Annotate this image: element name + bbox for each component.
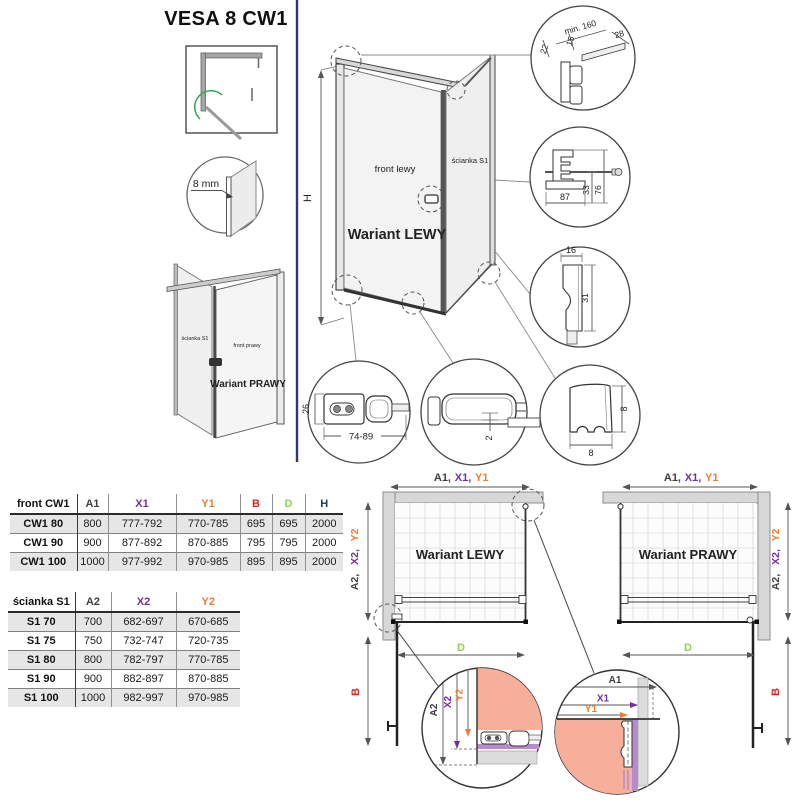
zoom-detail-left (422, 668, 542, 788)
dim-label-x2: X2, (349, 549, 361, 565)
cell: 895 (272, 553, 305, 572)
cell: 795 (240, 534, 272, 553)
leader-line (396, 629, 438, 686)
cell: 982-997 (111, 689, 176, 708)
table-header-row (8, 592, 240, 612)
zoom-dim-y1: Y1 (584, 704, 598, 715)
dim-31: 31 (580, 293, 590, 303)
dim-label-d: D (684, 642, 692, 654)
dim-label-x2: X2, (770, 549, 782, 565)
min-width-dim: min. 160 (563, 17, 598, 37)
cell: 977-992 (108, 553, 176, 572)
row-label: S1 90 (8, 670, 75, 689)
height-dim-label: H (302, 194, 314, 202)
dim-label-a1: A1, (433, 472, 451, 484)
dim-label-x1: X1, (684, 472, 702, 484)
cell: 750 (75, 632, 111, 651)
cell: 1000 (77, 553, 108, 572)
table-row (8, 689, 240, 708)
dim-26: 26 (301, 403, 311, 415)
table-row (8, 651, 240, 670)
door-handle-icon (209, 358, 222, 366)
dim-16: 16 (565, 245, 577, 255)
top-view-icon (186, 46, 277, 139)
dim-label-b: B (770, 688, 782, 696)
cell: 795 (272, 534, 305, 553)
cell: 877-892 (108, 534, 176, 553)
detail-top-bracket (531, 6, 635, 110)
seal-width-dim: 8 (588, 448, 594, 458)
cell: 970-985 (176, 553, 240, 572)
seal-height-dim: 8 (619, 406, 629, 412)
table-row (8, 612, 240, 632)
header-x1: X1 (108, 494, 176, 514)
cell: 700 (75, 612, 111, 632)
zoom-dim-a2: A2 (429, 703, 440, 717)
row-label: S1 100 (8, 689, 75, 708)
door-handle-icon (425, 195, 438, 203)
table-row (8, 632, 240, 651)
table-row (10, 514, 343, 534)
cell: 800 (75, 651, 111, 670)
wall-panel-label: ścianka S1 (451, 156, 489, 165)
header-a1: A1 (77, 494, 108, 514)
cell: 2000 (305, 514, 343, 534)
dim-label-x1: X1, (454, 472, 472, 484)
row-label: CW1 90 (10, 534, 77, 553)
cell: 800 (77, 514, 108, 534)
dim-76: 76 (593, 185, 603, 195)
dim-label-y2: Y2 (349, 528, 361, 542)
header-h: H (305, 494, 343, 514)
dim-22: 22 (537, 43, 551, 56)
row-label: CW1 100 (10, 553, 77, 572)
dim-label-a2: A2, (770, 573, 782, 591)
header-a2: A2 (75, 592, 111, 612)
cell: 695 (272, 514, 305, 534)
table-row (10, 553, 343, 572)
cell: 670-685 (176, 612, 240, 632)
glass-thickness-label: 8 mm (192, 178, 220, 190)
header-y1: Y1 (176, 494, 240, 514)
row-label: S1 80 (8, 651, 75, 670)
cell: 777-792 (108, 514, 176, 534)
table-row (10, 534, 343, 553)
cell: 900 (75, 670, 111, 689)
zoom-detail-right (555, 670, 679, 794)
page-title: VESA 8 CW1 (164, 8, 288, 30)
detail-hinge (421, 359, 540, 465)
cell: 970-985 (176, 689, 240, 708)
detail-wall-bracket (301, 361, 410, 463)
row-label: CW1 80 (10, 514, 77, 534)
glass-thickness-detail (187, 157, 263, 236)
dim-label-d: D (457, 642, 465, 654)
front-panel-label: front lewy (374, 164, 416, 175)
leader-line (534, 520, 594, 673)
glass-highlight (477, 668, 542, 730)
cell: 2000 (305, 553, 343, 572)
cell: 770-785 (176, 514, 240, 534)
dim-label-y1: Y1 (475, 472, 489, 484)
cell: 2000 (305, 534, 343, 553)
scianka-s1-table (8, 592, 240, 707)
cell: 782-797 (111, 651, 176, 670)
dim-label-y1: Y1 (705, 472, 719, 484)
plan-drawings (335, 465, 800, 800)
detail-corner-profile (530, 245, 630, 347)
variant-label: Wariant PRAWY (638, 547, 738, 562)
dim-label-b: B (350, 688, 362, 696)
wall-table-title: ścianka S1 (8, 592, 75, 612)
variant-lewy-3d (302, 46, 500, 325)
detail-wall-profile (530, 127, 630, 227)
front-table-title: front CW1 (10, 494, 77, 514)
variant-prawy-3d (167, 264, 286, 438)
table-row (8, 670, 240, 689)
header-b: B (240, 494, 272, 514)
dim-label-y2: Y2 (770, 528, 782, 542)
variant-label: Wariant LEWY (347, 227, 447, 243)
variant-label: Wariant PRAWY (210, 379, 286, 390)
header-y2: Y2 (176, 592, 240, 612)
dim-range: 74-89 (348, 431, 374, 443)
dim-label-a2: A2, (349, 573, 361, 591)
header-d: D (272, 494, 305, 514)
cell: 895 (240, 553, 272, 572)
dim-label-a1: A1, (663, 472, 681, 484)
cell: 770-785 (176, 651, 240, 670)
detail-seal (540, 365, 640, 465)
wall-panel-label: ścianka S1 (181, 336, 209, 342)
zoom-dim-x1: X1 (596, 693, 610, 705)
zoom-dim-x2: X2 (443, 695, 454, 709)
cell: 695 (240, 514, 272, 534)
dim-33: 33 (581, 185, 591, 195)
header-x2: X2 (111, 592, 176, 612)
dim-15: 15 (563, 35, 577, 48)
cell: 720-735 (176, 632, 240, 651)
dim-2: 2 (484, 435, 494, 441)
cell: 870-885 (176, 534, 240, 553)
cell: 682-697 (111, 612, 176, 632)
table-header-row (10, 494, 343, 514)
dim-87: 87 (559, 192, 571, 202)
cell: 732-747 (111, 632, 176, 651)
zoom-dim-y2: Y2 (454, 688, 466, 702)
cell: 1000 (75, 689, 111, 708)
front-panel-label: front prawy (233, 343, 261, 349)
cell: 882-897 (111, 670, 176, 689)
cell: 900 (77, 534, 108, 553)
row-label: S1 70 (8, 612, 75, 632)
dim-28: 28 (613, 28, 626, 41)
glass-highlight (555, 719, 633, 794)
cell: 870-885 (176, 670, 240, 689)
zoom-dim-a1: A1 (608, 675, 622, 686)
row-label: S1 75 (8, 632, 75, 651)
front-cw1-table (10, 494, 343, 571)
variant-label: Wariant LEWY (415, 547, 505, 562)
